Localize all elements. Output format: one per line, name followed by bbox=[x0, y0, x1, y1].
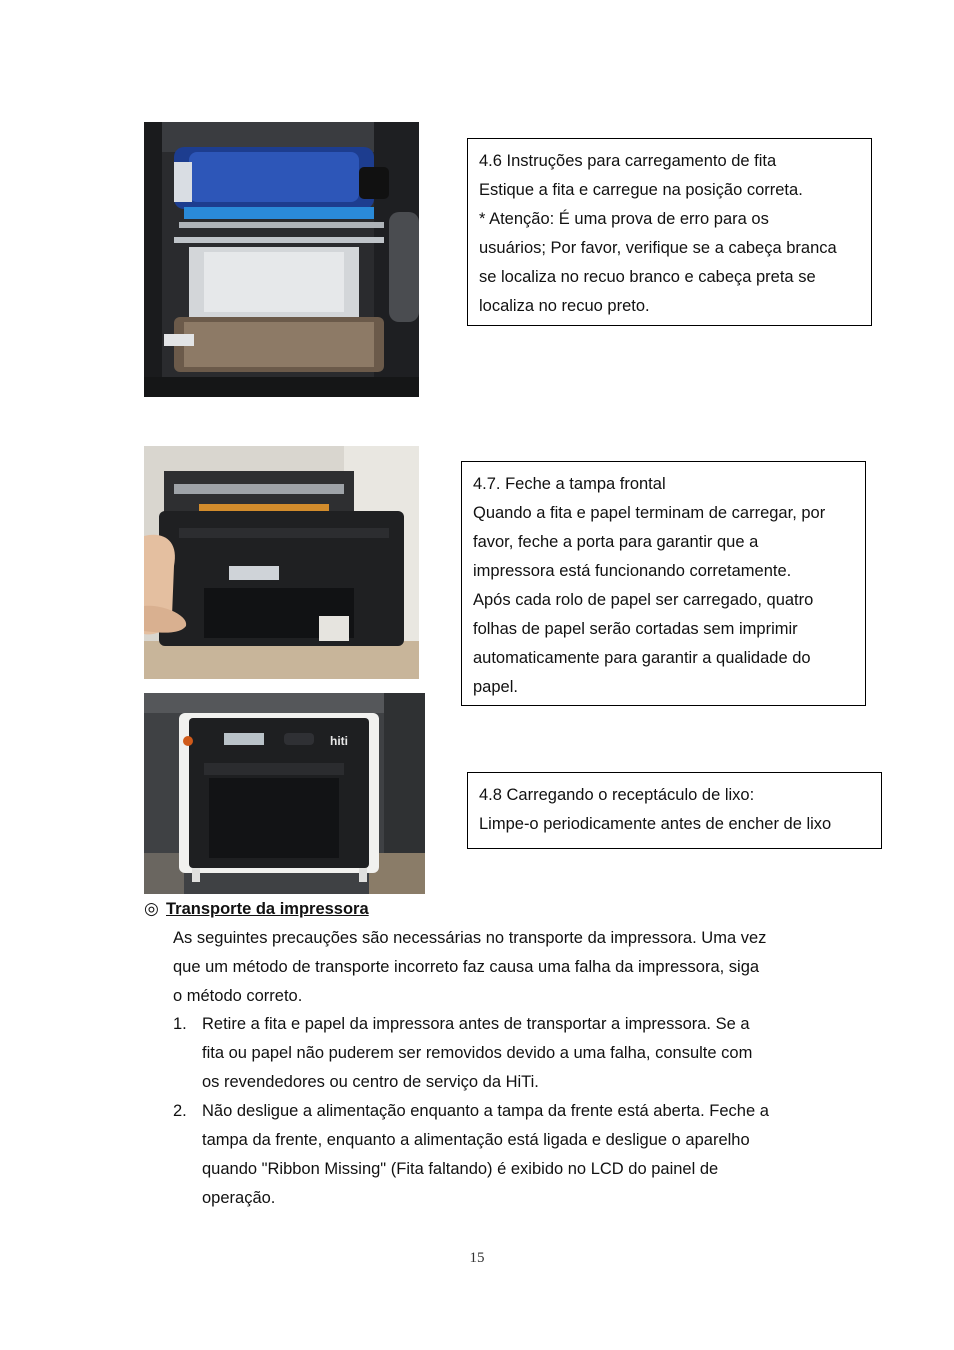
list-item-line: operação. bbox=[202, 1189, 276, 1207]
photo-printer-front bbox=[144, 693, 425, 894]
section-4-7-line: papel. bbox=[473, 678, 518, 696]
section-4-7-line: folhas de papel serão cortadas sem imprimir bbox=[473, 620, 798, 638]
transport-title: Transporte da impressora bbox=[166, 900, 369, 918]
list-item bbox=[202, 1097, 769, 1213]
section-4-7-heading: 4.7. Feche a tampa frontal bbox=[473, 475, 666, 493]
list-item-line: Não desligue a alimentação enquanto a tampa da frente está aberta. Feche a bbox=[202, 1102, 769, 1120]
transport-heading bbox=[144, 897, 369, 921]
list-item bbox=[202, 1010, 752, 1097]
section-4-7-line: impressora está funcionando corretamente. bbox=[473, 562, 792, 580]
photo-close-front-cover bbox=[144, 446, 419, 679]
list-item-number: 1. bbox=[173, 1015, 187, 1033]
section-4-6-box bbox=[467, 138, 872, 326]
list-item-line: quando "Ribbon Missing" (Fita faltando) é exibido no LCD do painel de bbox=[202, 1160, 719, 1178]
transport-intro bbox=[173, 924, 766, 1011]
section-4-7-line: favor, feche a porta para garantir que a bbox=[473, 533, 759, 551]
section-4-7-line: Após cada rolo de papel ser carregado, quatro bbox=[473, 591, 814, 609]
photo-ribbon-loading bbox=[144, 122, 419, 397]
page-number: 15 bbox=[469, 1250, 485, 1266]
list-item-line: tampa da frente, enquanto a alimentação está ligada e desligue o aparelho bbox=[202, 1131, 750, 1149]
section-4-6-line: Estique a fita e carregue na posição correta. bbox=[479, 181, 803, 199]
section-4-7-line: automaticamente para garantir a qualidade do bbox=[473, 649, 811, 667]
section-4-6-line: usuários; Por favor, verifique se a cabeça branca bbox=[479, 239, 837, 257]
section-4-6-line: se localiza no recuo branco e cabeça preta se bbox=[479, 268, 816, 286]
section-4-6-heading: 4.6 Instruções para carregamento de fita bbox=[479, 152, 777, 170]
printer-logo: hiti bbox=[330, 734, 348, 748]
section-4-6-line: * Atenção: É uma prova de erro para os bbox=[479, 210, 769, 228]
list-item-line: os revendedores ou centro de serviço da HiTi. bbox=[202, 1073, 539, 1091]
list-item-line: fita ou papel não puderem ser removidos devido a uma falha, consulte com bbox=[202, 1044, 753, 1062]
transport-intro-line: As seguintes precauções são necessárias no transporte da impressora. Uma vez bbox=[173, 929, 767, 947]
double-circle-icon: ◎ bbox=[144, 899, 159, 918]
transport-intro-line: que um método de transporte incorreto faz causa uma falha da impressora, siga bbox=[173, 958, 760, 976]
section-4-7-box bbox=[461, 461, 866, 706]
section-4-8-heading: 4.8 Carregando o receptáculo de lixo: bbox=[479, 786, 755, 804]
section-4-8-box bbox=[467, 772, 882, 849]
transport-intro-line: o método correto. bbox=[173, 987, 303, 1005]
section-4-6-line: localiza no recuo preto. bbox=[479, 297, 650, 315]
list-item-line: Retire a fita e papel da impressora antes de transportar a impressora. Se a bbox=[202, 1015, 750, 1033]
list-item-number: 2. bbox=[173, 1102, 187, 1120]
section-4-7-line: Quando a fita e papel terminam de carregar, por bbox=[473, 504, 826, 522]
section-4-8-line: Limpe-o periodicamente antes de encher de lixo bbox=[479, 815, 832, 833]
